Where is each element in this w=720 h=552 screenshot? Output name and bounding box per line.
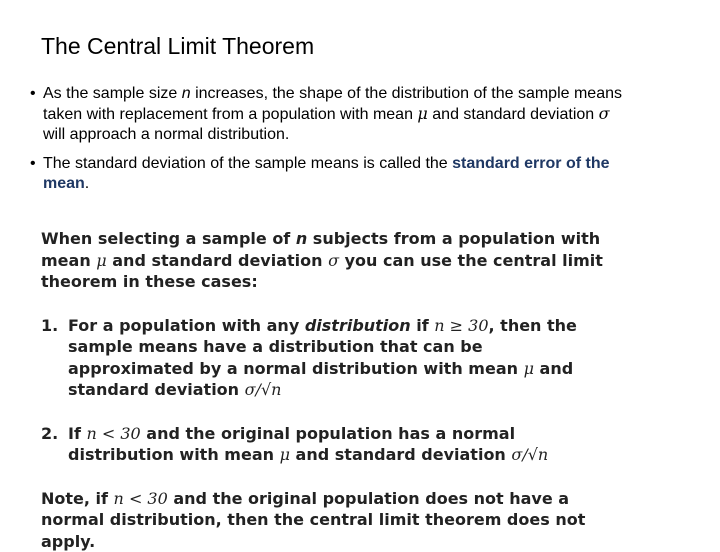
bullet2-text-b: . — [85, 175, 89, 192]
intro-n: n — [296, 229, 307, 248]
bullet1-text-d: will approach a normal distribution. — [43, 126, 289, 143]
case-number: 2. — [41, 423, 58, 445]
bullet1-n: n — [182, 85, 191, 102]
intro-mu: μ — [96, 251, 106, 270]
bullet1-text-c: and standard deviation — [428, 106, 599, 123]
case2-text-b: and the original population has a normal distribution with mean — [68, 424, 515, 465]
case-item-1 — [41, 315, 611, 401]
bullet2-text-a: The standard deviation of the sample means is called the — [43, 155, 452, 172]
case-number: 1. — [41, 315, 58, 337]
note-text-a: Note, if — [41, 489, 114, 508]
note-condition: n < 30 — [114, 489, 168, 508]
case1-text-b: if — [411, 316, 435, 335]
clt-cases-box — [41, 228, 611, 552]
bullet1-text-a: As the sample size — [43, 85, 182, 102]
case2-text-c: and standard deviation — [290, 445, 511, 464]
standard-error-term: standard error of the mean — [43, 155, 609, 192]
bullet-dot-icon: • — [30, 84, 36, 104]
bullet-list — [30, 84, 630, 203]
intro-sigma: σ — [328, 251, 339, 270]
bullet1-mu: μ — [417, 104, 427, 123]
bullet-standard-error — [30, 154, 630, 194]
cases-intro — [41, 228, 611, 293]
intro-text-d: you can use the central limit theorem in these cases: — [41, 251, 603, 292]
case1-text-d: and standard deviation — [68, 359, 573, 400]
intro-text-a: When selecting a sample of — [41, 229, 296, 248]
note-text-b: and the original population does not have a normal distribution, then the central limit theorem does not apply. — [41, 489, 585, 551]
case1-formula: σ/√n — [245, 380, 282, 399]
case1-condition: n ≥ 30 — [434, 316, 488, 335]
case1-text-a: For a population with any — [68, 316, 305, 335]
case1-distribution: distribution — [305, 316, 411, 335]
bullet1-sigma: σ — [599, 104, 610, 123]
bullet1-text-b: increases, the shape of the distribution of the sample means taken with replacement from a population with mean — [43, 85, 622, 123]
bullet-sample-size — [30, 84, 630, 145]
intro-text-c: and standard deviation — [107, 251, 328, 270]
case2-text-a: If — [68, 424, 86, 443]
case2-formula: σ/√n — [511, 445, 548, 464]
case2-mu: μ — [280, 445, 290, 464]
bullet-dot-icon: • — [30, 154, 36, 174]
case1-mu: μ — [524, 359, 534, 378]
intro-text-b: subjects from a population with mean — [41, 229, 600, 270]
case2-condition: n < 30 — [86, 424, 140, 443]
cases-note — [41, 488, 611, 552]
slide-title: The Central Limit Theorem — [41, 33, 314, 60]
case-item-2 — [41, 423, 611, 466]
case1-text-c: , then the sample means have a distribution that can be approximated by a normal distribution with mean — [68, 316, 577, 378]
